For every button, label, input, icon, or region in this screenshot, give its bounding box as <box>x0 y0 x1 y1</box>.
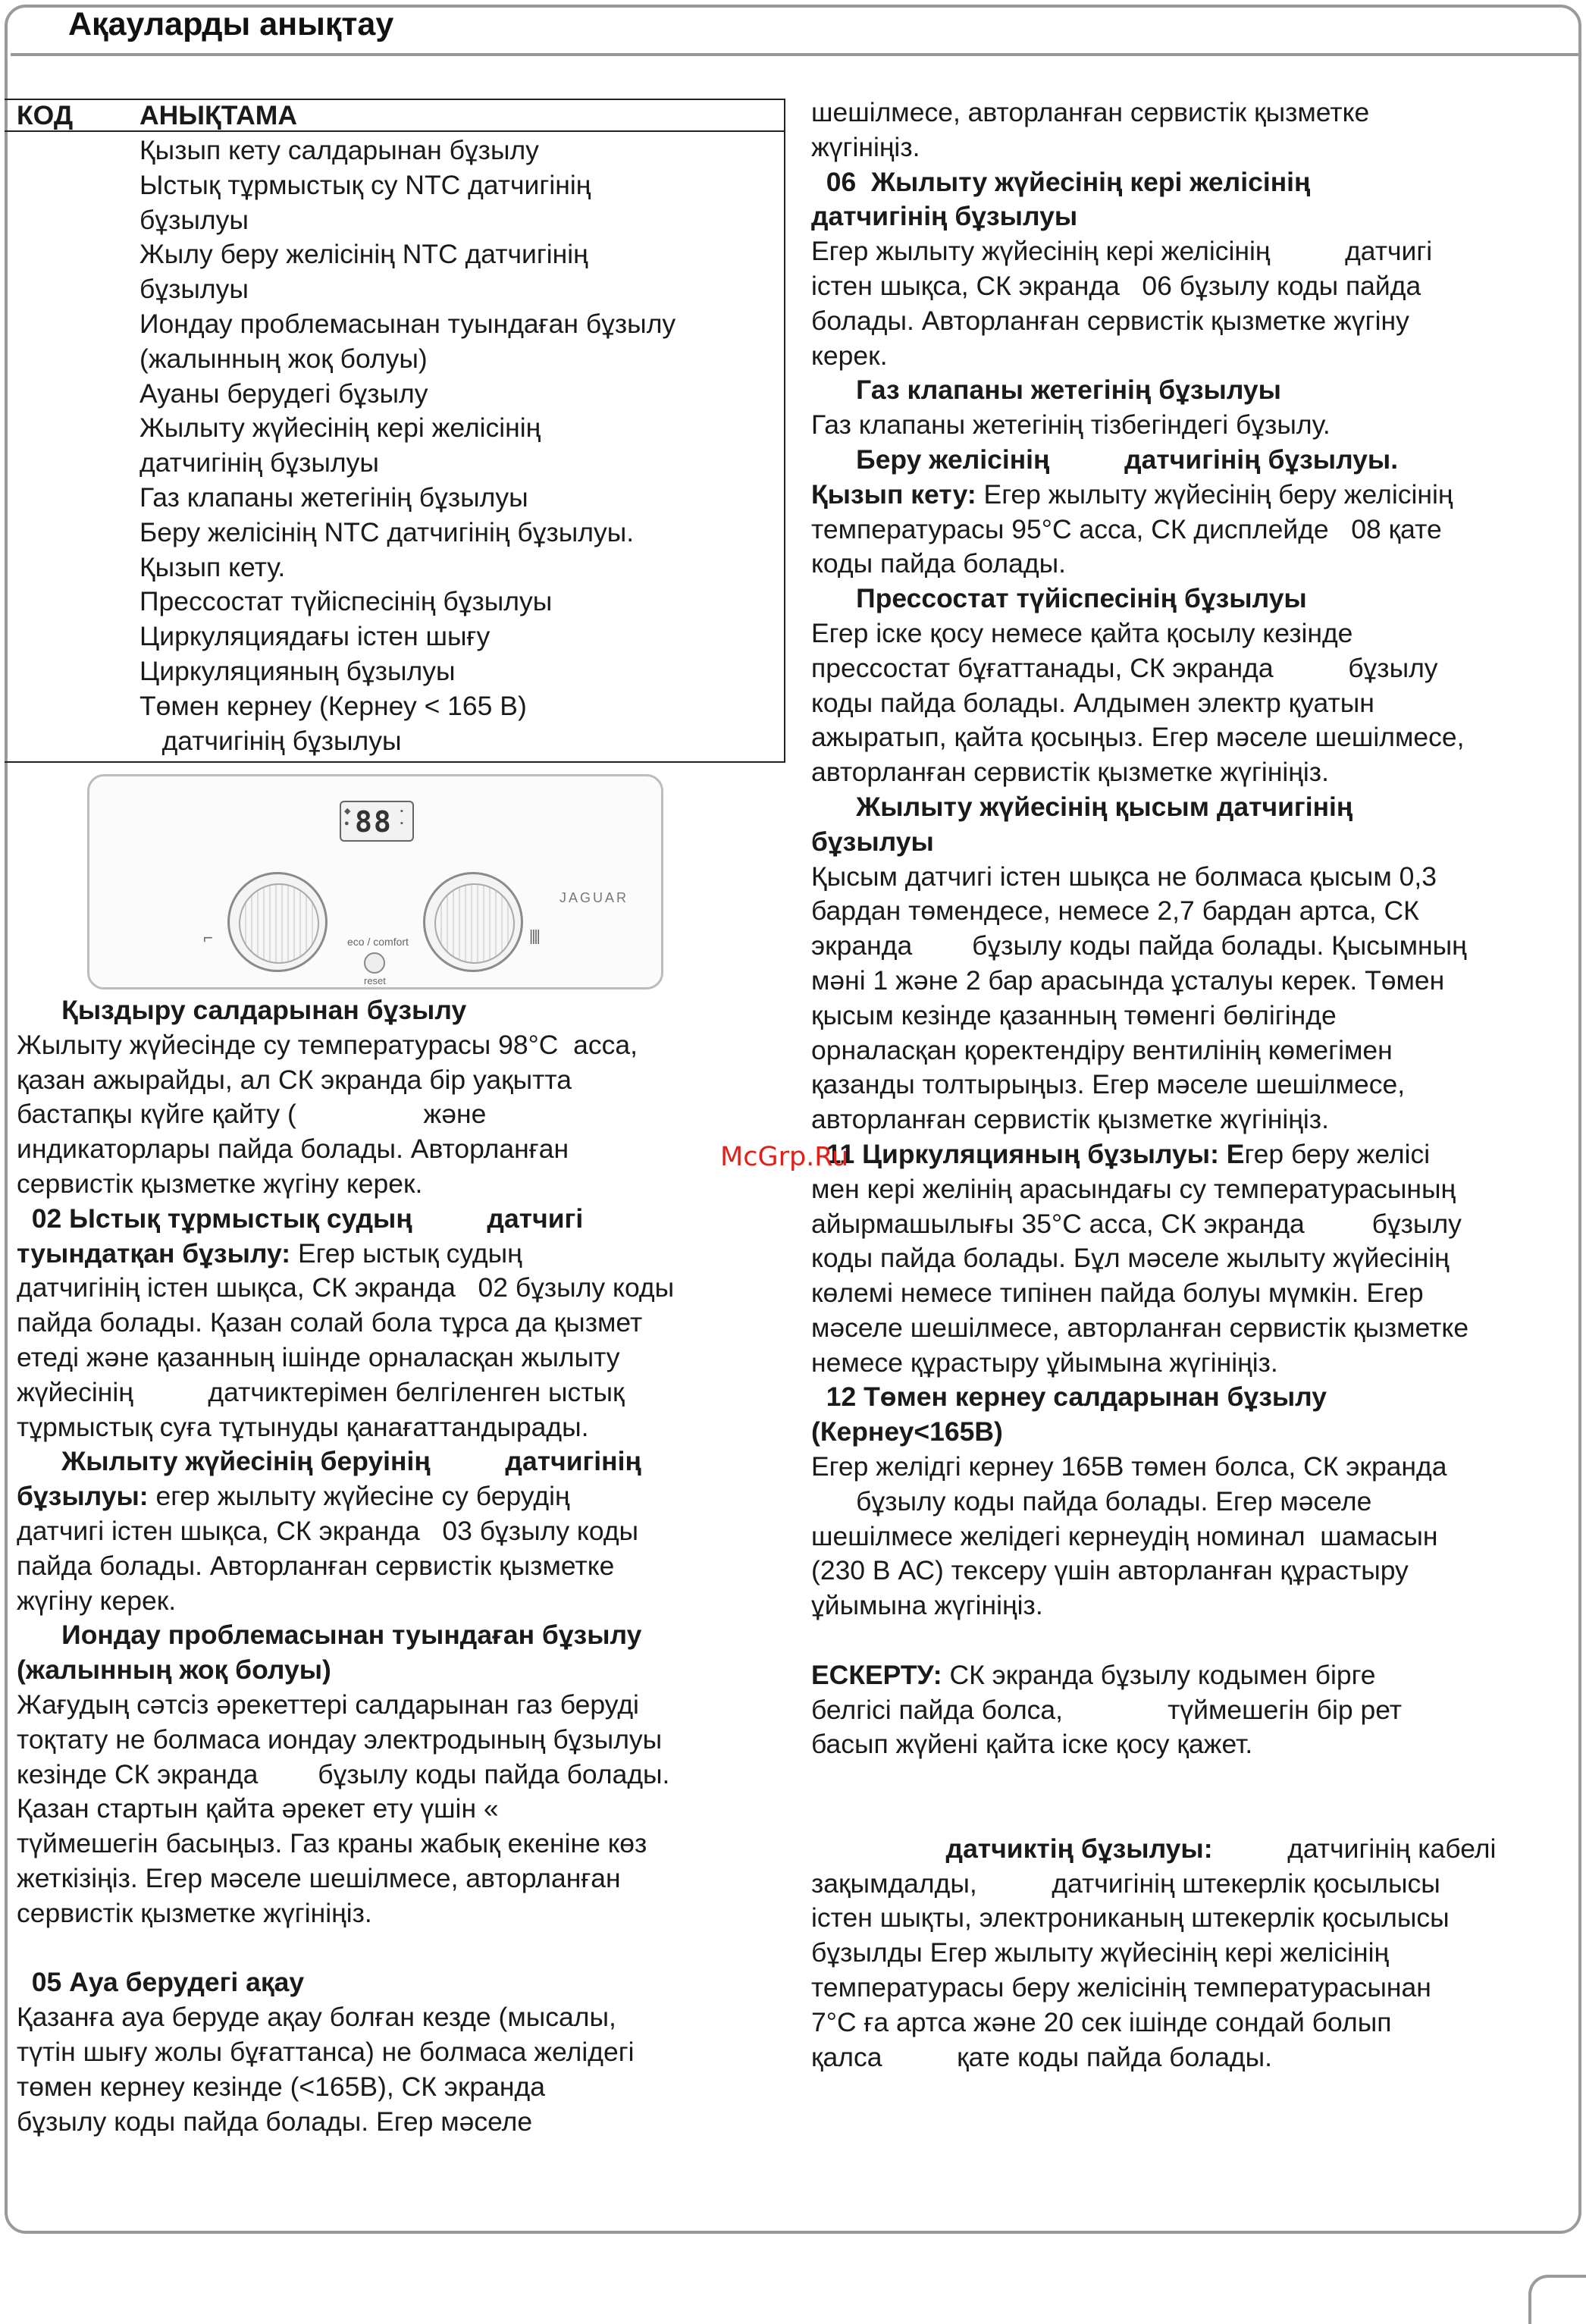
text-line <box>17 1931 782 1966</box>
text-line: түймешегін басыңыз. Газ краны жабық екеніне көз <box>17 1828 647 1859</box>
text-line: мәселе шешілмесе, авторланған сервистік қызметке <box>811 1312 1469 1343</box>
text-line: керек. <box>811 340 888 371</box>
table-row: Қызып кету салдарынан бұзылу <box>139 135 539 165</box>
heating-knob <box>423 872 523 972</box>
text-segment: туындатқан бұзылу: <box>17 1237 291 1269</box>
text-segment: гер беру желісі <box>1244 1138 1431 1169</box>
text-line: зақымдалды, датчигінің штекерлік қосылысы <box>811 1868 1440 1899</box>
text-line: қысым кезінде қазанның төменгі бөлігінде <box>811 999 1337 1030</box>
left-text-column <box>17 993 782 2139</box>
table-row: Жылу беру желісінің NTC датчигінің <box>139 239 588 270</box>
table-row: Циркуляцияның бұзылуы <box>139 655 456 686</box>
celsius-unit-icon: ▪ <box>400 819 403 828</box>
hot-water-tap-icon: ⌐ <box>203 928 213 947</box>
text-line: 02 Ыстық тұрмыстық судың датчигі <box>17 1203 584 1234</box>
text-line: температурасы беру желісінің температурасынан <box>811 1972 1431 2003</box>
text-line: коды пайда болады. Бұл мәселе жылыту жүйесінің <box>811 1243 1450 1274</box>
text-segment: 11 Циркуляцияның бұзылуы: Е <box>811 1138 1245 1169</box>
table-row: Төмен кернеу (Кернеу < 165 В) <box>139 690 527 721</box>
text-line: істен шықса, СК экранда 06 бұзылу коды пайда <box>811 270 1421 301</box>
right-text-column <box>811 96 1569 2075</box>
text-line: немесе құрастыру ұйымына жүгініңіз. <box>811 1347 1278 1378</box>
text-line: кезінде СК экранда бұзылу коды пайда болады. <box>17 1758 670 1789</box>
text-line: Қысым датчигі істен шықса не болмаса қысым 0,3 <box>811 861 1437 892</box>
text-segment: ЕСКЕРТУ: <box>811 1659 942 1690</box>
text-line: Газ клапаны жетегінің бұзылуы <box>811 375 1281 406</box>
text-line: коды пайда болады. <box>811 548 1066 579</box>
text-line: қазанды толтырыңыз. Егер мәселе шешілмесе, <box>811 1069 1406 1100</box>
text-line: жүгіну керек. <box>17 1585 177 1616</box>
text-line: шешілмесе желідегі кернеудің номинал шамасын <box>811 1520 1438 1551</box>
text-line <box>811 1137 1569 1172</box>
table-header-divider <box>5 130 785 132</box>
text-line: пайда болады. Авторланған сервистік қызметке <box>17 1550 615 1581</box>
watermark: McGrp.Ru <box>720 1142 849 1172</box>
table-row: датчигінің бұзылуы <box>139 447 379 478</box>
text-line: жүгініңіз. <box>811 131 920 162</box>
text-segment: егер жылыту жүйесіне су берудің <box>148 1481 570 1512</box>
text-line: Егер жылыту жүйесінің кері желісінің датчигі <box>811 236 1433 267</box>
text-line: (230 В АС) тексеру үшін авторланған құрастыру <box>811 1555 1409 1586</box>
text-segment: СК экранда бұзылу кодымен бірге <box>942 1659 1376 1690</box>
text-line: тұрмыстық суға тұтынуды қанағаттандырады. <box>17 1411 589 1442</box>
text-line <box>17 1237 782 1272</box>
table-row: Прессостат түйіспесінің бұзылуы <box>139 586 553 617</box>
table-row: Қызып кету. <box>139 551 286 582</box>
text-line: етеді және қазанның ішінде орналасқан жылыту <box>17 1341 620 1372</box>
text-line: Жылыту жүйесінің беруінің датчигінің <box>17 1446 641 1477</box>
text-line: пайда болады. Қазан солай бола тұрса да қызмет <box>17 1307 643 1338</box>
text-line: көлемі немесе типінен пайда болуы мүмкін. Егер <box>811 1278 1424 1309</box>
text-line: датчигінің істен шықса, СК экранда 02 бұзылу коды <box>17 1272 675 1303</box>
text-line: істен шықты, электрониканың штекерлік қосылысы <box>811 1902 1450 1934</box>
text-segment: Егер жылыту жүйесінің беру желісінің <box>976 478 1453 510</box>
text-segment: Қызып кету: <box>811 478 976 510</box>
text-line: индикаторлары пайда болады. Авторланған <box>17 1134 569 1165</box>
text-line: Егер іске қосу немесе қайта қосылу кезінде <box>811 617 1353 648</box>
bar-unit-icon: ▪ <box>400 807 403 816</box>
table-row: датчигінің бұзылуы <box>139 725 402 756</box>
text-line: 12 Төмен кернеу салдарынан бұзылу <box>811 1382 1327 1413</box>
text-line: Жылыту жүйесінде су температурасы 98°C асса, <box>17 1029 638 1060</box>
text-line: Қыздыру салдарынан бұзылу <box>17 995 467 1025</box>
text-segment: датчигінің кабелі <box>1212 1833 1497 1864</box>
reset-button <box>364 952 385 974</box>
text-line: мен кері желінің арасындағы су температурасының <box>811 1173 1456 1204</box>
page-corner-tab <box>1528 2275 1586 2324</box>
table-body <box>139 133 675 758</box>
text-line: сервистік қызметке жүгініңіз. <box>17 1897 372 1928</box>
table-row: Ауаны берудегі бұзылу <box>139 378 428 409</box>
text-line: ажыратып, қайта қосыңыз. Егер мәселе шешілмесе, <box>811 722 1465 753</box>
text-line: Иондау проблемасынан туындаған бұзылу <box>17 1620 642 1651</box>
table-row: Беру желісінің NTC датчигінің бұзылуы. <box>139 516 635 547</box>
boiler-control-panel-illustration <box>87 774 663 990</box>
text-line: бастапқы күйге қайту ( және <box>17 1099 487 1130</box>
text-line <box>811 1797 1569 1832</box>
text-line: Жағудың сәтсіз әрекеттері салдарынан газ беруді <box>17 1689 639 1720</box>
text-segment: бұзылуы: <box>17 1481 149 1512</box>
text-line: сервистік қызметке жүгіну керек. <box>17 1168 423 1199</box>
text-line: орналасқан қоректендіру вентилінің көмегімен <box>811 1034 1393 1065</box>
text-line: белгісі пайда болса, түймешегін бір рет <box>811 1694 1403 1725</box>
table-row: Ыстық тұрмыстық су NTC датчигінің <box>139 169 591 200</box>
text-line <box>811 1658 1569 1693</box>
text-line: түтін шығу жолы бұғаттанса) не болмаса желідегі <box>17 2036 635 2067</box>
text-line: (жалынның жоқ болуы) <box>17 1654 331 1686</box>
text-line: бардан төмендесе, немесе 2,7 бардан артса, СК <box>811 895 1419 927</box>
text-line <box>811 1762 1569 1797</box>
hot-water-knob <box>227 872 328 972</box>
text-segment: датчиктің бұзылуы: <box>811 1833 1213 1864</box>
text-line: авторланған сервистік қызметке жүгініңіз. <box>811 757 1329 788</box>
text-line: датчигінің бұзылуы <box>811 201 1078 232</box>
text-line: 7°C ға артса және 20 сек ішінде сондай болып <box>811 2006 1392 2037</box>
table-row: бұзылуы <box>139 204 249 235</box>
text-line: шешілмесе, авторланған сервистік қызметке <box>811 97 1370 127</box>
text-line: 06 Жылыту жүйесінің кері желісінің <box>811 166 1311 197</box>
title-divider <box>11 53 1580 56</box>
text-line: Газ клапаны жетегінің тізбегіндегі бұзылу. <box>811 409 1331 441</box>
table-header-description: АНЫҚТАМА <box>139 100 297 130</box>
text-line: төмен кернеу кезінде (<165В), СК экранда <box>17 2071 545 2102</box>
table-row: Циркуляциядағы істен шығу <box>139 621 491 652</box>
text-line: температурасы 95°C асса, СК дисплейде 08 қате <box>811 513 1442 544</box>
text-line: бұзылуы <box>811 826 934 857</box>
text-line: Жылыту жүйесінің қысым датчигінің <box>811 791 1353 822</box>
eco-comfort-label: eco / comfort <box>347 936 409 948</box>
flame-icon: ◆ <box>344 807 351 816</box>
table-header-code: КОД <box>17 100 74 130</box>
text-line: Қазанға ауа беруде ақау болған кезде (мысалы, <box>17 2002 616 2033</box>
text-line: прессостат бұғаттанады, СК экранда бұзылу <box>811 652 1438 683</box>
text-line: датчигі істен шықса, СК экранда 03 бұзылу коды <box>17 1515 639 1546</box>
text-line: жүйесінің датчиктерімен белгіленген ыстық <box>17 1376 625 1407</box>
text-line <box>811 478 1569 513</box>
text-line: 05 Ауа берудегі ақау <box>17 1967 305 1998</box>
text-line: қалса қате коды пайда болады. <box>811 2041 1273 2072</box>
text-line: басып жүйені қайта іске қосу қажет. <box>811 1729 1253 1760</box>
text-line: Қазан стартын қайта әрекет ету үшін « <box>17 1793 499 1824</box>
brand-logo: JAGUAR <box>559 890 629 905</box>
lcd-digits: 88 <box>355 805 393 839</box>
reset-label: reset <box>364 975 386 986</box>
table-row: (жалынның жоқ болуы) <box>139 343 428 374</box>
lcd-display <box>340 801 414 842</box>
table-row: бұзылуы <box>139 274 249 305</box>
reset-indicator-icon: ● <box>344 819 349 828</box>
table-row: Жылыту жүйесінің кері желісінің <box>139 412 541 444</box>
text-line: бұзылды Егер жылыту жүйесінің кері желісінің <box>811 1937 1390 1968</box>
text-line: мәні 1 және 2 бар арасында ұсталуы керек. Төмен <box>811 964 1445 996</box>
text-line: Егер желідгі кернеу 165В төмен болса, СК экранда <box>811 1451 1447 1482</box>
text-line: бұзылу коды пайда болады. Егер мәселе <box>17 2106 533 2137</box>
text-line <box>811 1623 1569 1658</box>
text-line <box>811 1832 1569 1867</box>
text-segment: Егер ыстық судың <box>290 1237 522 1269</box>
text-line: Беру желісінің датчигінің бұзылуы. <box>811 444 1399 475</box>
radiator-icon: |||| <box>529 928 539 945</box>
table-row: Газ клапаны жетегінің бұзылуы <box>139 481 528 513</box>
text-line: авторланған сервистік қызметке жүгініңіз. <box>811 1104 1329 1135</box>
page-title: Ақауларды анықтау <box>68 6 394 42</box>
text-line <box>17 1479 782 1514</box>
text-line: бұзылу коды пайда болады. Егер мәселе <box>811 1485 1372 1516</box>
text-line: болады. Авторланған сервистік қызметке жүгіну <box>811 305 1409 336</box>
text-line: (Кернеу<165В) <box>811 1416 1003 1447</box>
text-line: Прессостат түйіспесінің бұзылуы <box>811 583 1307 614</box>
text-line: коды пайда болады. Алдымен электр қуатын <box>811 687 1374 718</box>
text-line: қазан ажырайды, ал СК экранда бір уақытта <box>17 1064 572 1095</box>
text-line: ұйымына жүгініңіз. <box>811 1590 1043 1621</box>
text-line: жеткізіңіз. Егер мәселе шешілмесе, авторланған <box>17 1862 621 1893</box>
text-line: экранда бұзылу коды пайда болады. Қысымның <box>811 930 1467 961</box>
table-row: Иондау проблемасынан туындаған бұзылу <box>139 308 676 339</box>
text-line: тоқтату не болмаса иондау электродының бұзылуы <box>17 1723 663 1755</box>
text-line: айырмашылығы 35°C асса, СК экранда бұзылу <box>811 1208 1462 1239</box>
